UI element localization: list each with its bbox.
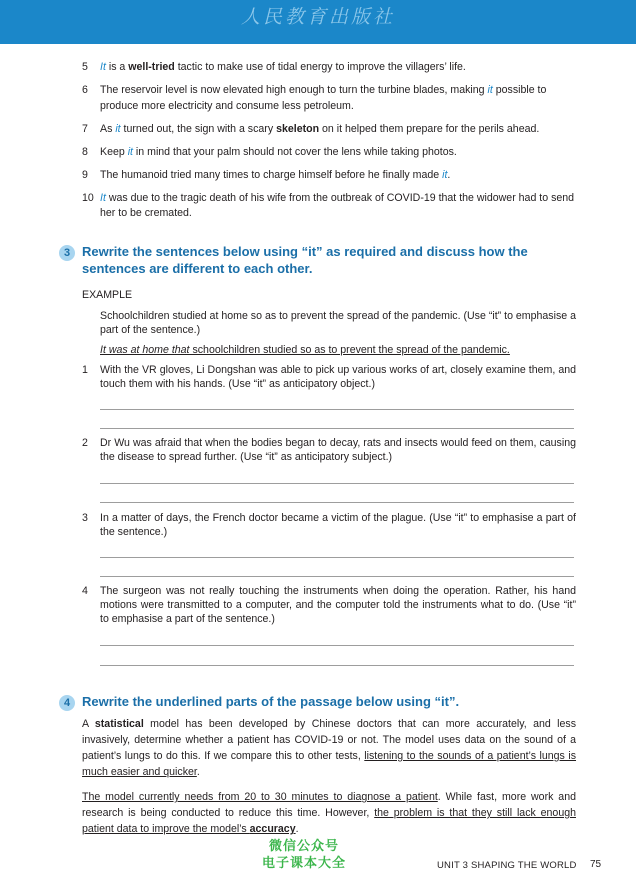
question-text: In a matter of days, the French doctor became a victim of the plague. (Use “it” to emphasise a part of the sentence.) <box>100 512 576 538</box>
answer-line[interactable] <box>100 428 574 429</box>
text-run: turned out, the sign with a scary <box>120 122 277 135</box>
list-item <box>82 191 582 222</box>
watermark-line-1: 微信公众号 <box>269 839 340 854</box>
item-number: 10 <box>82 191 94 204</box>
question-number: 4 <box>82 585 88 597</box>
question-text: The surgeon was not really touching the instruments when doing the operation. Rather, his hand motions were transmitted to a computer, and the computer told the instruments what to do. (Use “it” to emphasise a part of the sentence.) <box>100 585 576 625</box>
text-run: . <box>447 168 451 181</box>
answer-line[interactable] <box>100 576 574 577</box>
list-item <box>82 60 582 76</box>
it-keyword: it <box>442 168 448 181</box>
answer-line[interactable] <box>100 409 574 410</box>
text-run: The humanoid tried many times to charge himself before he finally made <box>100 168 443 181</box>
item-number: 9 <box>82 168 88 181</box>
text-run: The reservoir level is now elevated high enough to turn the turbine blades, making <box>100 84 488 96</box>
example-label: EXAMPLE <box>82 289 133 301</box>
text-run: possible to produce more electricity and consume less petroleum. <box>100 84 547 112</box>
question-2 <box>82 436 576 464</box>
item-text <box>100 123 539 135</box>
passage-paragraph-1 <box>82 716 576 780</box>
question-text: Dr Wu was afraid that when the bodies began to decay, rats and insects would feed on them, causing the disease to spread further. (Use “it” as anticipatory subject.) <box>100 437 576 463</box>
list-item <box>82 83 582 114</box>
it-keyword: it <box>487 84 493 96</box>
text-run: Keep <box>100 145 128 158</box>
question-number: 2 <box>82 437 88 449</box>
question-1 <box>82 363 576 391</box>
example-answer <box>100 343 510 357</box>
passage-paragraph-2 <box>82 789 576 837</box>
text-run: in mind that your palm should not cover the lens while taking photos. <box>132 145 457 158</box>
text-run: model has been developed by Chinese doctors that can more accurately, and less invasively, determine whether a patient has COVID-19 or not. The model uses data on the sound of a patient’s lungs to do this. If we compare this to other tests, <box>82 718 576 762</box>
answer-line[interactable] <box>100 645 574 646</box>
underlined-bold-word: accuracy <box>249 823 296 835</box>
section-3-title: Rewrite the sentences below using “it” as required and discuss how the sentences are different to each other. <box>82 244 528 276</box>
text-run: on it helped them prepare for the perils ahead. <box>319 122 540 135</box>
item-number: 5 <box>82 61 88 73</box>
watermark <box>262 838 346 872</box>
text-run: As <box>100 122 116 135</box>
question-4 <box>82 584 576 626</box>
item-text <box>100 146 457 158</box>
answer-line[interactable] <box>100 557 574 558</box>
example-answer-rest: schoolchildren studied so as to prevent the spread of the pandemic. <box>189 344 510 356</box>
question-number: 3 <box>82 512 88 524</box>
text-run: A <box>82 718 95 730</box>
text-run: . <box>196 766 200 778</box>
text-run: . <box>295 823 299 835</box>
list-item <box>82 145 582 161</box>
question-3 <box>82 511 576 539</box>
it-keyword: it <box>115 122 121 135</box>
underlined-phrase: the problem is that they still lack enough patient data to improve the model’s <box>82 807 576 835</box>
question-number: 1 <box>82 364 88 376</box>
publisher-logo: 人民教育出版社 <box>240 6 395 28</box>
list-item <box>82 168 582 184</box>
item-number: 8 <box>82 145 88 158</box>
item-text <box>100 192 574 220</box>
header-bar <box>0 0 636 44</box>
previous-exercise-list <box>82 60 582 229</box>
item-number: 6 <box>82 84 88 96</box>
unit-title: UNIT 3 SHAPING THE WORLD <box>437 860 577 871</box>
section-3-badge: 3 <box>59 245 75 261</box>
answer-line[interactable] <box>100 665 574 666</box>
question-text: With the VR gloves, Li Dongshan was able to pick up various works of art, closely examine them, and touch them with his hands. (Use “it” as anticipatory object.) <box>100 364 576 390</box>
text-run: . While fast, more work and research is being conducted to reduce this time. However, <box>82 791 576 819</box>
section-4-title: Rewrite the underlined parts of the passage below using “it”. <box>82 694 460 709</box>
example-answer-emphasis: It was at home that <box>100 344 190 356</box>
item-text <box>100 169 450 181</box>
it-keyword: It <box>100 191 106 204</box>
bold-word: well-tried <box>128 61 175 73</box>
page-number: 75 <box>590 859 602 870</box>
answer-line[interactable] <box>100 502 574 503</box>
item-text <box>100 84 546 112</box>
item-text <box>100 61 466 73</box>
text-run: was due to the tragic death of his wife from the outbreak of COVID-19 that the widower had to send her to be cremated. <box>100 191 575 219</box>
example-text: Schoolchildren studied at home so as to prevent the spread of the pandemic. (Use “it” to emphasise a part of the sentence.) <box>100 310 576 336</box>
watermark-line-2: 电子课本大全 <box>262 856 347 871</box>
text-run: is a <box>105 61 129 73</box>
list-item <box>82 122 582 138</box>
bold-word: statistical <box>94 718 144 730</box>
it-keyword: It <box>100 61 106 73</box>
underlined-phrase: listening to the sounds of a patient’s lungs is much easier and quicker <box>82 750 577 778</box>
underlined-phrase: The model currently needs from 20 to 30 minutes to diagnose a patient <box>82 791 438 803</box>
answer-line[interactable] <box>100 483 574 484</box>
item-number: 7 <box>82 122 88 135</box>
bold-word: skeleton <box>276 122 320 135</box>
it-keyword: it <box>127 145 133 158</box>
text-run: tactic to make use of tidal energy to improve the villagers’ life. <box>174 61 466 73</box>
section-4-badge: 4 <box>59 695 75 711</box>
